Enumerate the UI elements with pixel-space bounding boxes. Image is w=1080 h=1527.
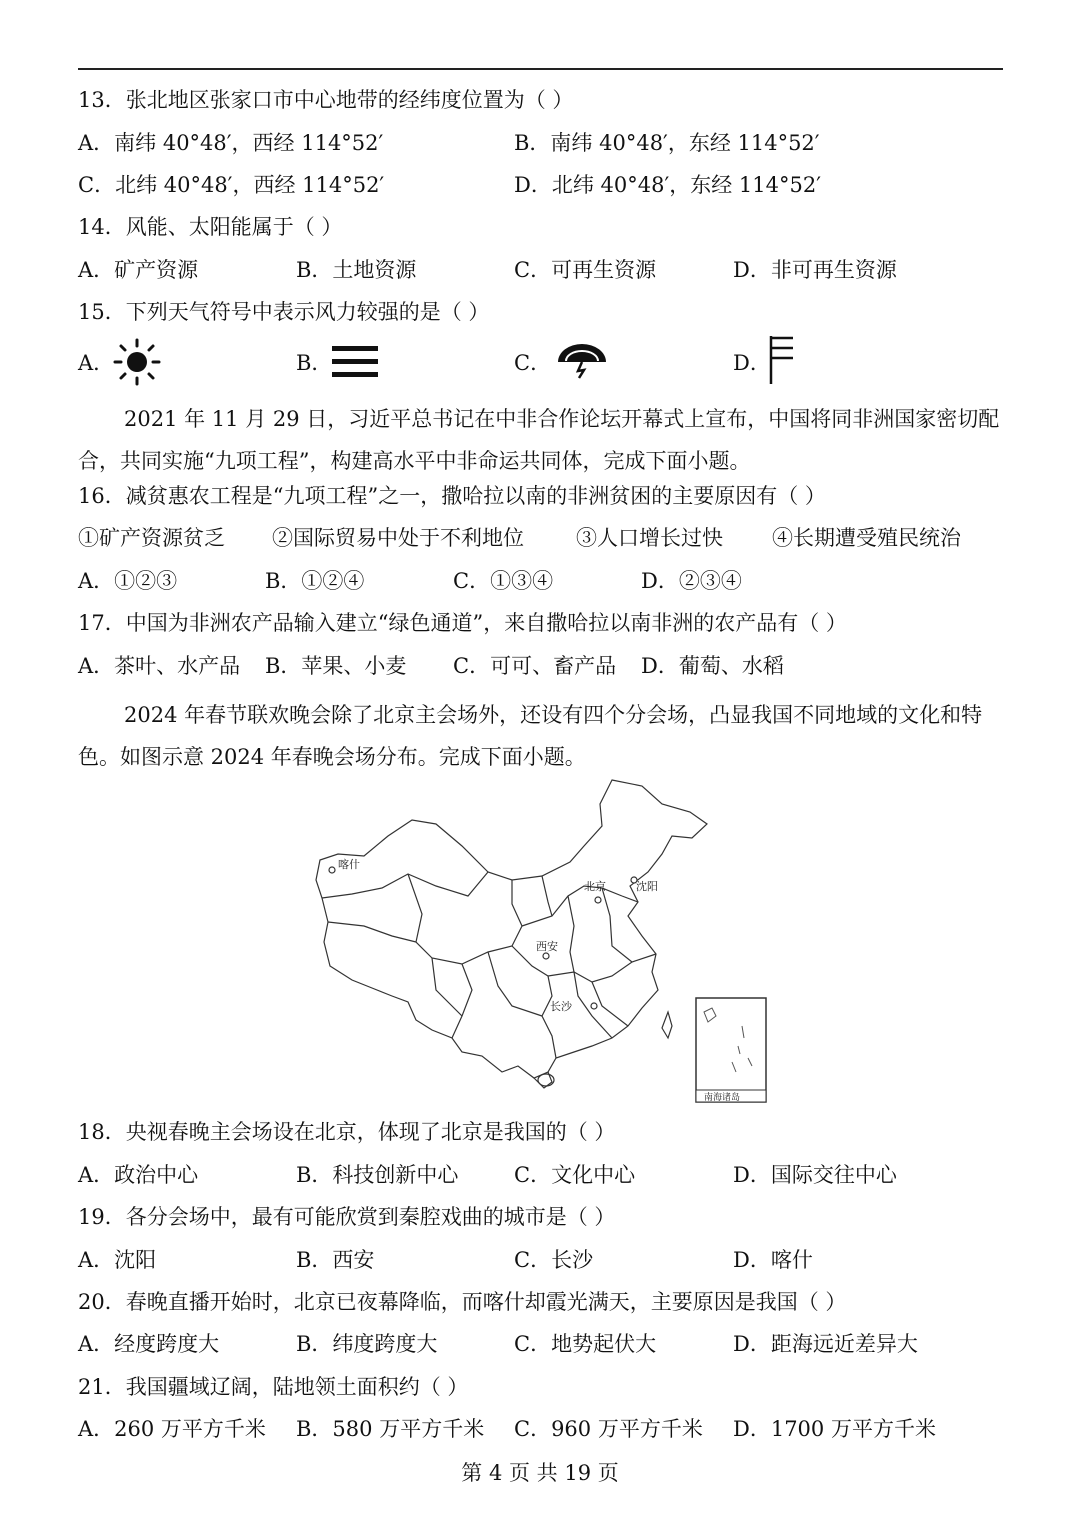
q21-option-a: A．260 万平方千米 [78, 1417, 266, 1441]
header-rule [78, 68, 1003, 70]
q14-option-b: B．土地资源 [296, 258, 417, 282]
q16-item-1: ①矿产资源贫乏 [78, 526, 225, 550]
map-label-changsha: 长沙 [550, 1001, 572, 1013]
q16-stem: 16．减贫惠农工程是“九项工程”之一，撒哈拉以南的非洲贫困的主要原因有（ ） [78, 484, 826, 508]
map-label-shenyang: 沈阳 [636, 881, 658, 893]
q16-item-2: ②国际贸易中处于不利地位 [272, 526, 524, 550]
q14-option-d: D．非可再生资源 [733, 258, 897, 282]
q16-item-3: ③人口增长过快 [576, 526, 723, 550]
intro-paragraph-1: 2021 年 11 月 29 日，习近平总书记在中非合作论坛开幕式上宣布，中国将同非洲国家密切配合，共同实施“九项工程”，构建高水平中非命运共同体，完成下面小题。 [78, 407, 1000, 473]
q13-option-c: C．北纬 40°48′，西经 114°52′ [78, 173, 385, 197]
inset-label: 南海诸岛 [704, 1092, 741, 1102]
q17-option-d: D．葡萄、水稻 [641, 654, 784, 678]
q16-option-c: C．①③④ [453, 569, 554, 593]
china-map [312, 776, 772, 1106]
fog-icon [330, 344, 380, 380]
q20-option-a: A．经度跨度大 [78, 1332, 220, 1356]
q13-option-a: A．南纬 40°48′，西经 114°52′ [78, 131, 384, 155]
q15-option-a: A． [78, 351, 115, 375]
page-footer: 第 4 页 共 19 页 [461, 1461, 619, 1485]
map-label-beijing: 北京 [584, 881, 606, 893]
q15-option-b: B． [296, 351, 333, 375]
q21-option-b: B．580 万平方千米 [296, 1417, 485, 1441]
q14-option-a: A．矿产资源 [78, 258, 199, 282]
q16-item-4: ④长期遭受殖民统治 [772, 526, 961, 550]
q18-stem: 18．央视春晚主会场设在北京，体现了北京是我国的（ ） [78, 1120, 616, 1144]
q15-option-d: D． [733, 351, 771, 375]
south-china-sea-inset [696, 998, 766, 1102]
q15-option-c: C． [514, 351, 552, 375]
q21-option-d: D．1700 万平方千米 [733, 1417, 936, 1441]
q16-option-d: D．②③④ [641, 569, 742, 593]
q17-option-b: B．苹果、小麦 [265, 654, 407, 678]
q16-option-b: B．①②④ [265, 569, 365, 593]
q17-stem: 17．中国为非洲农产品输入建立“绿色通道”，来自撒哈拉以南非洲的农产品有（ ） [78, 611, 847, 635]
wind-icon [765, 334, 799, 386]
q15-stem: 15．下列天气符号中表示风力较强的是（ ） [78, 300, 490, 324]
q17-option-c: C．可可、畜产品 [453, 654, 617, 678]
q19-option-c: C．长沙 [514, 1248, 594, 1272]
intro-paragraph-2: 2024 年春节联欢晚会除了北京主会场外，还设有四个分会场，凸显我国不同地域的文化和特色。如图示意 2024 年春晚会场分布。完成下面小题。 [78, 703, 983, 769]
q20-stem: 20．春晚直播开始时，北京已夜幕降临，而喀什却霞光满天，主要原因是我国（ ） [78, 1290, 847, 1314]
q13-stem: 13．张北地区张家口市中心地带的经纬度位置为（ ） [78, 88, 574, 112]
q16-option-a: A．①②③ [78, 569, 178, 593]
q20-option-c: C．地势起伏大 [514, 1332, 657, 1356]
sun-icon [112, 338, 162, 386]
q21-option-c: C．960 万平方千米 [514, 1417, 703, 1441]
q14-stem: 14．风能、太阳能属于（ ） [78, 215, 343, 239]
q21-stem: 21．我国疆域辽阔，陆地领土面积约（ ） [78, 1375, 469, 1399]
q17-option-a: A．茶叶、水产品 [78, 654, 241, 678]
q19-stem: 19．各分会场中，最有可能欣赏到秦腔戏曲的城市是（ ） [78, 1205, 616, 1229]
q18-option-b: B．科技创新中心 [296, 1163, 459, 1187]
map-label-kashgar: 喀什 [338, 859, 360, 871]
map-label-xian: 西安 [536, 941, 558, 953]
q18-option-d: D．国际交往中心 [733, 1163, 897, 1187]
china-outline [316, 780, 707, 1078]
q18-option-c: C．文化中心 [514, 1163, 636, 1187]
q20-option-b: B．纬度跨度大 [296, 1332, 438, 1356]
q19-option-b: B．西安 [296, 1248, 375, 1272]
q13-option-b: B．南纬 40°48′，东经 114°52′ [514, 131, 820, 155]
q13-option-d: D．北纬 40°48′，东经 114°52′ [514, 173, 821, 197]
q14-option-c: C．可再生资源 [514, 258, 657, 282]
q19-option-d: D．喀什 [733, 1248, 813, 1272]
q19-option-a: A．沈阳 [78, 1248, 157, 1272]
q18-option-a: A．政治中心 [78, 1163, 199, 1187]
thunderstorm-icon [554, 340, 610, 380]
q20-option-d: D．距海远近差异大 [733, 1332, 918, 1356]
